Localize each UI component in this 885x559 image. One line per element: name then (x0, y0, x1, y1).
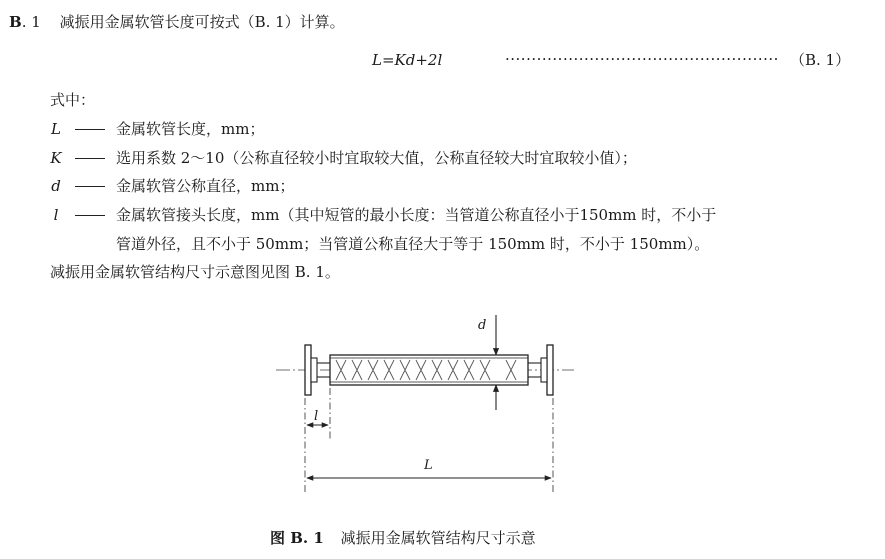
definition-text: 金属软管接头长度，mm（其中短管的最小长度：当管道公称直径小于150mm 时，不小于 (116, 206, 717, 224)
where-label: 式中： (50, 91, 96, 109)
formula-leader: ···················································· (505, 50, 779, 68)
hose-body (330, 355, 528, 385)
formula-expression: L=Kd+2l (372, 51, 443, 69)
definition-symbol: L (51, 120, 61, 138)
figure-caption (270, 528, 536, 548)
diameter-label: d (478, 318, 487, 333)
formula-label: （B. 1） (790, 51, 851, 69)
caption-text: 减振用金属软管结构尺寸示意 (340, 529, 536, 547)
definition-text-continuation: 管道外径，且不小于 50mm；当管道公称直径大于等于 150mm 时，不小于 150mm）。 (116, 235, 710, 253)
connector-length-label: l (314, 409, 319, 424)
definition-text: 选用系数 2～10（公称直径较小时宜取较大值，公称直径较大时宜取较小值）； (116, 149, 637, 167)
clause-number-suffix: . 1 (21, 13, 41, 31)
overall-length-label: L (424, 458, 433, 473)
caption-prefix: 图 B. 1 (270, 529, 324, 547)
figure-reference: 减振用金属软管结构尺寸示意图见图 B. 1。 (50, 263, 340, 281)
definition-symbol: l (53, 206, 59, 224)
clause-number: B (9, 13, 22, 31)
definition-text: 金属软管长度，mm； (116, 120, 265, 138)
definition-symbol: d (51, 177, 61, 195)
definition-symbol: K (50, 149, 62, 167)
clause-text: 减振用金属软管长度可按式（B. 1）计算。 (59, 13, 345, 31)
definition-text: 金属软管公称直径，mm； (116, 177, 295, 195)
